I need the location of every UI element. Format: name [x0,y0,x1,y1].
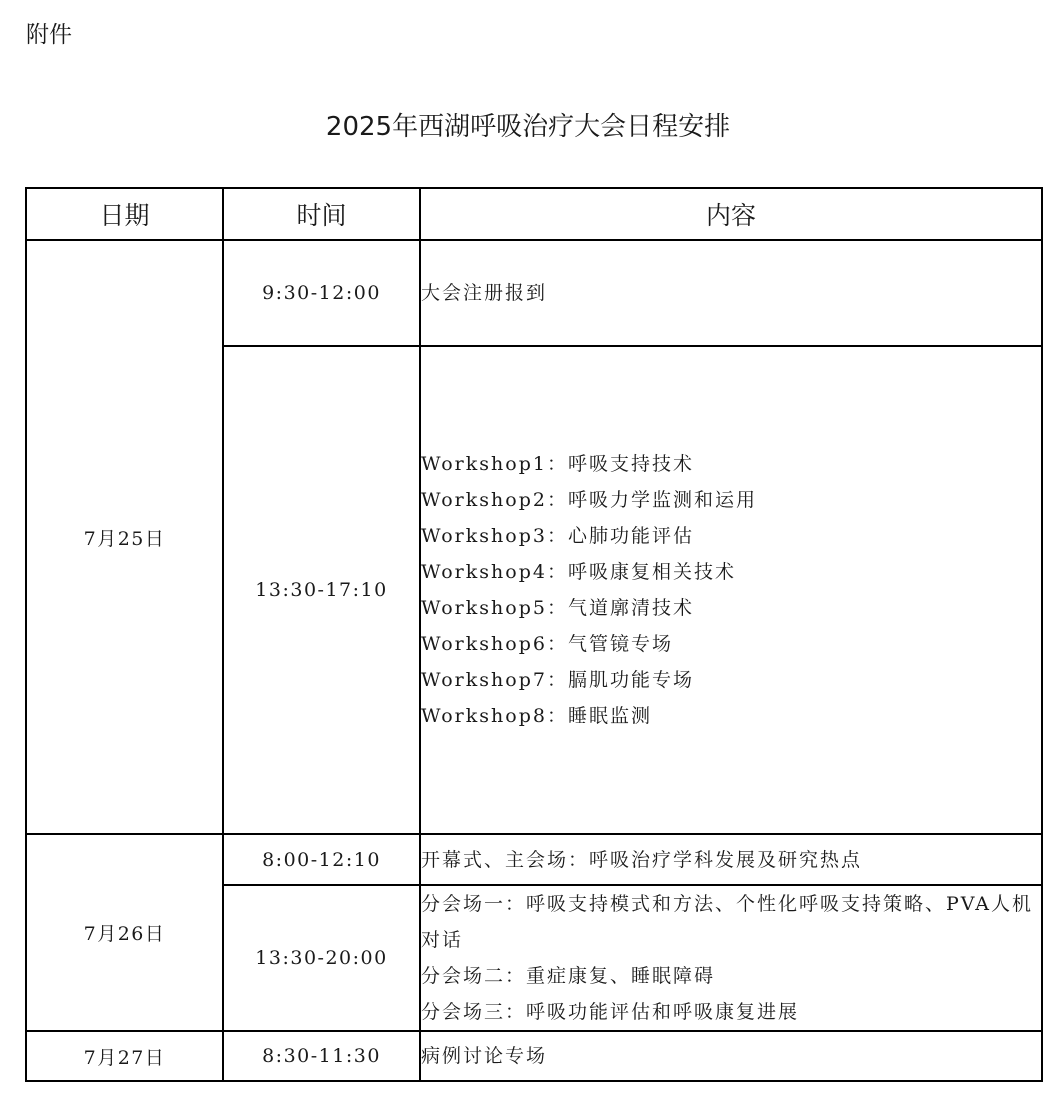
content-cell [420,885,1042,1031]
column-header-content: 内容 [420,188,1042,240]
content-item: Workshop8：睡眠监测 [421,705,652,727]
content-item: 分会场一：呼吸支持模式和方法、个性化呼吸支持策略、PVA人机对话 [421,893,1033,951]
time-cell: 8:00-12:10 [223,834,420,885]
attachment-label: 附件 [26,22,72,48]
table-row [26,240,1042,346]
table-row [26,1031,1042,1081]
time-cell: 8:30-11:30 [223,1031,420,1081]
content-item: Workshop4：呼吸康复相关技术 [421,561,736,583]
document-title: 2025年西湖呼吸治疗大会日程安排 [325,112,731,142]
content-item: 开幕式、主会场：呼吸治疗学科发展及研究热点 [421,848,863,871]
content-item: Workshop2：呼吸力学监测和运用 [421,489,757,511]
time-cell: 13:30-20:00 [223,885,420,1031]
content-item: Workshop3：心肺功能评估 [421,525,694,547]
table-header-row [26,188,1042,240]
content-item: Workshop6：气管镜专场 [421,633,673,655]
content-item: Workshop1：呼吸支持技术 [421,453,694,475]
content-cell [420,346,1042,834]
content-item: 分会场三：呼吸功能评估和呼吸康复进展 [421,1001,800,1023]
schedule-table [25,187,1043,1082]
column-header-date: 日期 [26,188,223,240]
time-cell: 13:30-17:10 [223,346,420,834]
content-item: Workshop5：气道廓清技术 [421,597,694,619]
content-cell [420,1031,1042,1081]
content-item: 分会场二：重症康复、睡眠障碍 [421,965,716,987]
time-cell: 9:30-12:00 [223,240,420,346]
column-header-time: 时间 [223,188,420,240]
content-item: 大会注册报到 [421,282,548,304]
date-cell: 7月25日 [26,240,223,834]
content-cell [420,834,1042,885]
date-cell: 7月27日 [26,1031,223,1081]
content-item: Workshop7：膈肌功能专场 [421,669,694,691]
content-cell [420,240,1042,346]
table-row [26,834,1042,885]
content-item: 病例讨论专场 [421,1045,548,1067]
date-cell: 7月26日 [26,834,223,1031]
